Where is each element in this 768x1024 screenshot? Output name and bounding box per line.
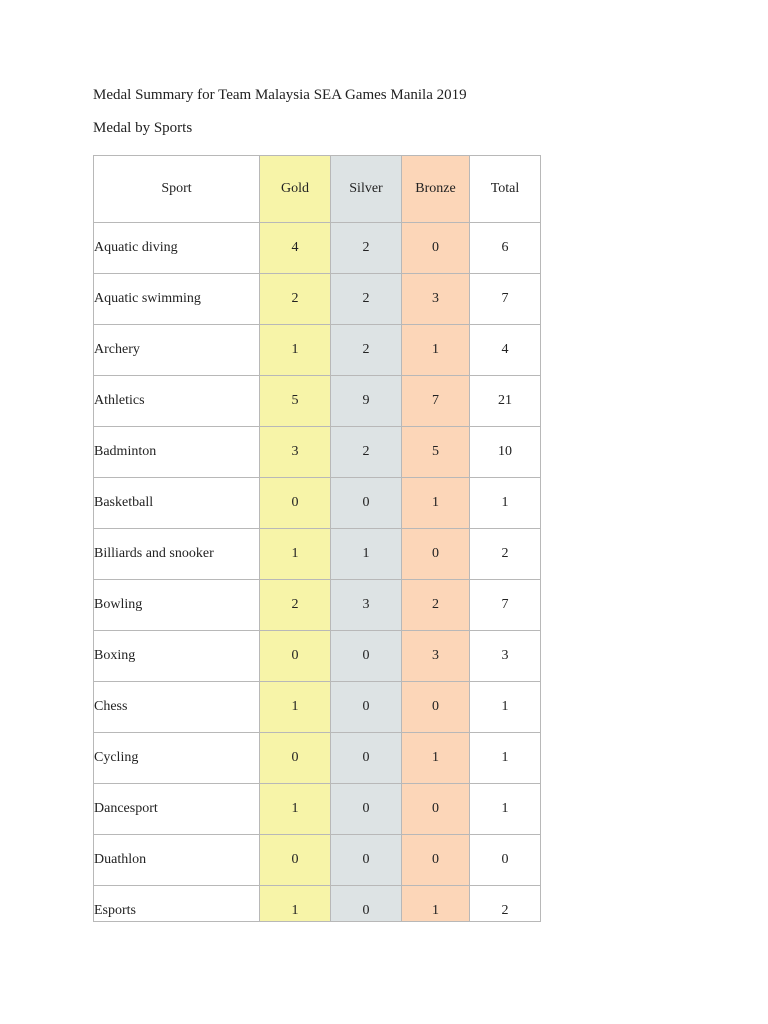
cell-sport: Archery: [94, 325, 260, 376]
cell-sport: Aquatic diving: [94, 223, 260, 274]
cell-sport: Badminton: [94, 427, 260, 478]
cell-total: 4: [470, 325, 541, 376]
cell-silver: 0: [331, 835, 402, 886]
cell-gold: 1: [260, 784, 331, 835]
cell-gold: 0: [260, 733, 331, 784]
cell-total: 6: [470, 223, 541, 274]
cell-silver: 0: [331, 631, 402, 682]
cell-silver: 0: [331, 886, 402, 922]
header-gold: Gold: [260, 156, 331, 223]
cell-bronze: 0: [402, 682, 470, 733]
cell-silver: 2: [331, 223, 402, 274]
cell-total: 2: [470, 529, 541, 580]
table-row: [94, 274, 541, 325]
cell-bronze: 1: [402, 733, 470, 784]
cell-total: 1: [470, 784, 541, 835]
cell-bronze: 3: [402, 274, 470, 325]
table-row: [94, 682, 541, 733]
table-row: [94, 325, 541, 376]
header-bronze: Bronze: [402, 156, 470, 223]
cell-bronze: 5: [402, 427, 470, 478]
document-title: Medal Summary for Team Malaysia SEA Games Manila 2019: [93, 87, 467, 103]
cell-gold: 2: [260, 580, 331, 631]
cell-silver: 1: [331, 529, 402, 580]
cell-silver: 2: [331, 427, 402, 478]
cell-total: 1: [470, 733, 541, 784]
table-row: [94, 631, 541, 682]
cell-gold: 1: [260, 682, 331, 733]
cell-sport: Athletics: [94, 376, 260, 427]
cell-total: 21: [470, 376, 541, 427]
table-row: [94, 427, 541, 478]
cell-silver: 0: [331, 682, 402, 733]
cell-bronze: 0: [402, 529, 470, 580]
cell-total: 1: [470, 478, 541, 529]
cell-gold: 0: [260, 478, 331, 529]
cell-sport: Bowling: [94, 580, 260, 631]
document-subtitle: Medal by Sports: [93, 120, 193, 136]
cell-total: 1: [470, 682, 541, 733]
cell-sport: Billiards and snooker: [94, 529, 260, 580]
header-sport: Sport: [94, 156, 260, 223]
cell-silver: 0: [331, 733, 402, 784]
cell-total: 7: [470, 274, 541, 325]
cell-sport: Boxing: [94, 631, 260, 682]
cell-sport: Chess: [94, 682, 260, 733]
cell-sport: Cycling: [94, 733, 260, 784]
cell-gold: 1: [260, 529, 331, 580]
cell-gold: 3: [260, 427, 331, 478]
table-row: [94, 784, 541, 835]
header-silver: Silver: [331, 156, 402, 223]
cell-gold: 0: [260, 835, 331, 886]
table-row: [94, 580, 541, 631]
table-header-row: [94, 156, 541, 223]
table-row: [94, 886, 541, 922]
cell-bronze: 2: [402, 580, 470, 631]
cell-gold: 5: [260, 376, 331, 427]
cell-gold: 0: [260, 631, 331, 682]
header-total: Total: [470, 156, 541, 223]
cell-silver: 2: [331, 325, 402, 376]
cell-total: 0: [470, 835, 541, 886]
table-row: [94, 376, 541, 427]
cell-total: 3: [470, 631, 541, 682]
cell-sport: Esports: [94, 886, 260, 922]
cell-silver: 3: [331, 580, 402, 631]
cell-gold: 2: [260, 274, 331, 325]
cell-bronze: 1: [402, 886, 470, 922]
cell-silver: 0: [331, 784, 402, 835]
cell-bronze: 3: [402, 631, 470, 682]
table-row: [94, 733, 541, 784]
cell-silver: 0: [331, 478, 402, 529]
cell-total: 7: [470, 580, 541, 631]
cell-bronze: 0: [402, 223, 470, 274]
cell-total: 2: [470, 886, 541, 922]
cell-silver: 2: [331, 274, 402, 325]
cell-sport: Basketball: [94, 478, 260, 529]
cell-bronze: 0: [402, 835, 470, 886]
table-row: [94, 835, 541, 886]
cell-bronze: 7: [402, 376, 470, 427]
cell-gold: 1: [260, 325, 331, 376]
cell-bronze: 1: [402, 325, 470, 376]
table-row: [94, 478, 541, 529]
cell-bronze: 0: [402, 784, 470, 835]
medal-table: [93, 155, 541, 922]
table-row: [94, 223, 541, 274]
cell-sport: Dancesport: [94, 784, 260, 835]
cell-total: 10: [470, 427, 541, 478]
table-row: [94, 529, 541, 580]
cell-silver: 9: [331, 376, 402, 427]
cell-sport: Duathlon: [94, 835, 260, 886]
cell-gold: 4: [260, 223, 331, 274]
cell-sport: Aquatic swimming: [94, 274, 260, 325]
cell-gold: 1: [260, 886, 331, 922]
cell-bronze: 1: [402, 478, 470, 529]
